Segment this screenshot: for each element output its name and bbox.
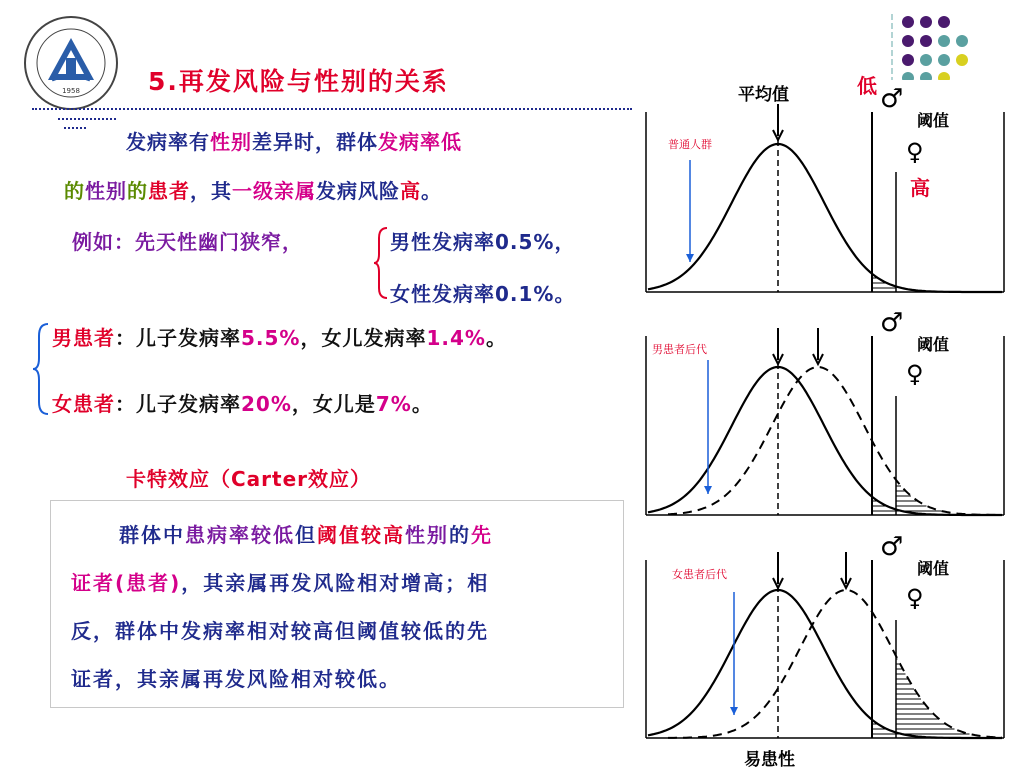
intro-line-2-seg-0: 的 xyxy=(64,179,85,203)
panel2-offspring-curve xyxy=(668,367,1002,515)
high-label: 高 xyxy=(910,176,930,200)
male-symbol-1: ♂ xyxy=(880,84,904,114)
threshold-label-2: 阈值 xyxy=(917,335,950,354)
intro-line-1-seg-0: 发病率有 xyxy=(126,130,210,154)
panel1-label: 普通人群 xyxy=(668,138,712,151)
male-end: 。 xyxy=(485,326,507,350)
intro-line-1 xyxy=(126,126,462,155)
intro-line-1-seg-3: 发病率低 xyxy=(378,130,462,154)
intro-line-2-seg-2: 的 xyxy=(127,179,148,203)
slide-title: 5.再发风险与性别的关系 xyxy=(148,67,449,96)
female-daughter-text: ，女儿是 xyxy=(291,392,376,416)
female-son-rate: 20% xyxy=(241,392,292,416)
panel2-label: 男患者后代 xyxy=(652,343,707,356)
female-symbol-1: ♀ xyxy=(906,138,924,166)
box-line-1-seg-2: 但 xyxy=(295,523,317,547)
intro-line-2-seg-4: ，其 xyxy=(190,179,232,203)
box-line-2 xyxy=(71,567,489,596)
college-logo xyxy=(22,14,120,112)
threshold-label-3: 阈值 xyxy=(917,559,950,578)
male-incidence: 男性发病率0.5%， xyxy=(390,230,576,254)
male-son-text: ：儿子发病率 xyxy=(115,326,241,350)
intro-line-2-seg-5: 一级亲属 xyxy=(232,179,316,203)
female-daughter-rate: 7% xyxy=(375,392,412,416)
title-divider-short xyxy=(58,118,116,120)
panel3-label: 女患者后代 xyxy=(672,568,727,581)
intro-line-2-seg-8: 。 xyxy=(421,179,442,203)
x-axis-label: 易患性 xyxy=(744,750,795,770)
female-symbol-3: ♀ xyxy=(906,584,924,612)
female-end: 。 xyxy=(411,392,433,416)
male-daughter-rate: 1.4% xyxy=(426,326,486,350)
box-line-1-seg-3: 阈值较高 xyxy=(317,523,405,547)
panel3-blue-arrowhead xyxy=(730,707,738,715)
title-divider-shorter xyxy=(64,127,86,129)
female-son-text: ：儿子发病率 xyxy=(115,392,241,416)
intro-line-1-seg-2: 差异时，群体 xyxy=(252,130,378,154)
female-incidence: 女性发病率0.1%。 xyxy=(390,282,576,306)
box-line-1-seg-4: 性别 xyxy=(405,523,449,547)
intro-line-2-seg-7: 高 xyxy=(400,179,421,203)
male-symbol-3: ♂ xyxy=(880,532,904,562)
patient-brace xyxy=(32,322,50,420)
panel2-population-curve xyxy=(648,367,1002,515)
example-brace xyxy=(373,226,389,304)
threshold-label-1: 阈值 xyxy=(917,111,950,130)
box-line-1-seg-6: 先 xyxy=(471,523,493,547)
female-symbol-2: ♀ xyxy=(906,360,924,388)
male-daughter-text: ，女儿发病率 xyxy=(300,326,427,350)
box-line-3: 反，群体中发病率相对较高但阈值较低的先 xyxy=(71,619,489,643)
male-son-rate: 5.5% xyxy=(241,326,301,350)
male-patient-line xyxy=(52,322,507,351)
male-patient-label: 男患者 xyxy=(52,326,115,350)
panel3-offspring-curve xyxy=(668,590,1002,738)
carter-effect-heading: 卡特效应（Carter效应） xyxy=(126,467,372,491)
panel3-population-curve xyxy=(648,590,1002,738)
low-label: 低 xyxy=(857,74,877,98)
box-line-1-seg-0: 群体中 xyxy=(119,523,185,547)
box-line-1-seg-5: 的 xyxy=(449,523,471,547)
panel2-blue-arrowhead xyxy=(704,486,712,494)
example-lead: 例如：先天性幽门狭窄， xyxy=(72,230,303,254)
intro-line-2 xyxy=(64,175,442,204)
intro-line-2-seg-3: 患者 xyxy=(148,179,190,203)
male-symbol-2: ♂ xyxy=(880,308,904,338)
female-patient-label: 女患者 xyxy=(52,392,115,416)
box-line-2-seg-1: ，其亲属再发风险相对增高；相 xyxy=(181,571,490,595)
intro-line-2-seg-6: 发病风险 xyxy=(316,179,400,203)
logo-year: 1958 xyxy=(62,87,80,95)
female-patient-line xyxy=(52,388,433,417)
panel1-population-curve xyxy=(648,144,1002,292)
box-line-1-seg-1: 患病率较低 xyxy=(185,523,295,547)
box-line-4: 证者，其亲属再发风险相对较低。 xyxy=(71,667,401,691)
carter-explanation-box xyxy=(50,500,624,708)
box-line-2-seg-0: 证者(患者) xyxy=(71,571,182,595)
mean-label: 平均值 xyxy=(738,85,789,105)
intro-line-2-seg-1: 性别 xyxy=(85,179,127,203)
box-line-1 xyxy=(119,519,493,548)
threshold-diagram xyxy=(632,0,1024,768)
intro-line-1-seg-1: 性别 xyxy=(210,130,252,154)
panel1-blue-arrowhead xyxy=(686,254,694,262)
title-divider xyxy=(32,108,632,110)
diagram-svg xyxy=(632,0,1024,768)
